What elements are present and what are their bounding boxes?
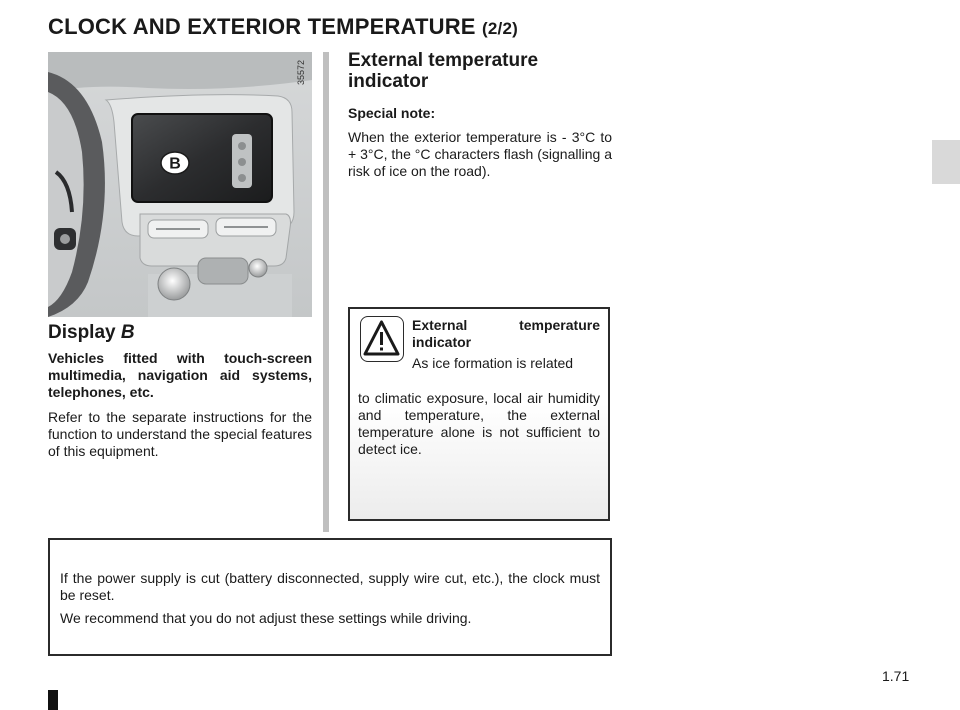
display-text: Refer to the separate instructions for the function to understand the special features of this equipment. xyxy=(48,409,312,459)
page-title xyxy=(48,14,518,40)
page-corner-mark xyxy=(48,690,58,710)
display-heading xyxy=(48,322,312,343)
warning-text-line1: As ice formation is related xyxy=(412,355,574,371)
warning-triangle-graphic xyxy=(361,317,402,360)
info-paragraph-1: If the power supply is cut (battery disconnected, supply wire cut, etc.), the clock must be reset. xyxy=(60,570,600,603)
figure-callout-label: B xyxy=(169,155,181,173)
section-tab xyxy=(932,140,960,184)
dashboard-illustration xyxy=(48,52,312,317)
page-title-suffix: (2/2) xyxy=(482,19,518,38)
page-number: 1.71 xyxy=(882,668,910,684)
warning-text-line2: to climatic exposure, local air humidity and temperature, the external temperature alone is not sufficient to detect ice. xyxy=(358,390,600,457)
page-title-text: CLOCK AND EXTERIOR TEMPERATURE xyxy=(48,14,476,39)
figure-callout-b xyxy=(158,150,192,176)
special-note-label: Special note: xyxy=(348,105,436,121)
display-heading-text: Display xyxy=(48,322,116,343)
column-divider xyxy=(323,52,329,532)
figure-reference-number: 35572 xyxy=(296,60,306,86)
special-note-text: When the exterior temperature is - 3°C to + 3°C, the °C characters flash (signalling a risk of ice on the road). xyxy=(348,129,612,179)
warning-triangle-icon xyxy=(360,316,404,362)
info-paragraph-2: We recommend that you do not adjust these settings while driving. xyxy=(60,610,472,626)
external-temperature-heading: External temperature indicator xyxy=(348,50,539,92)
warning-title: External temperature indicator xyxy=(412,317,600,350)
dashboard-photo xyxy=(48,52,312,317)
display-heading-letter: B xyxy=(120,322,135,343)
display-note: Vehicles fitted with touch-screen multimedia, navigation aid systems, telephones, etc. xyxy=(48,350,312,400)
